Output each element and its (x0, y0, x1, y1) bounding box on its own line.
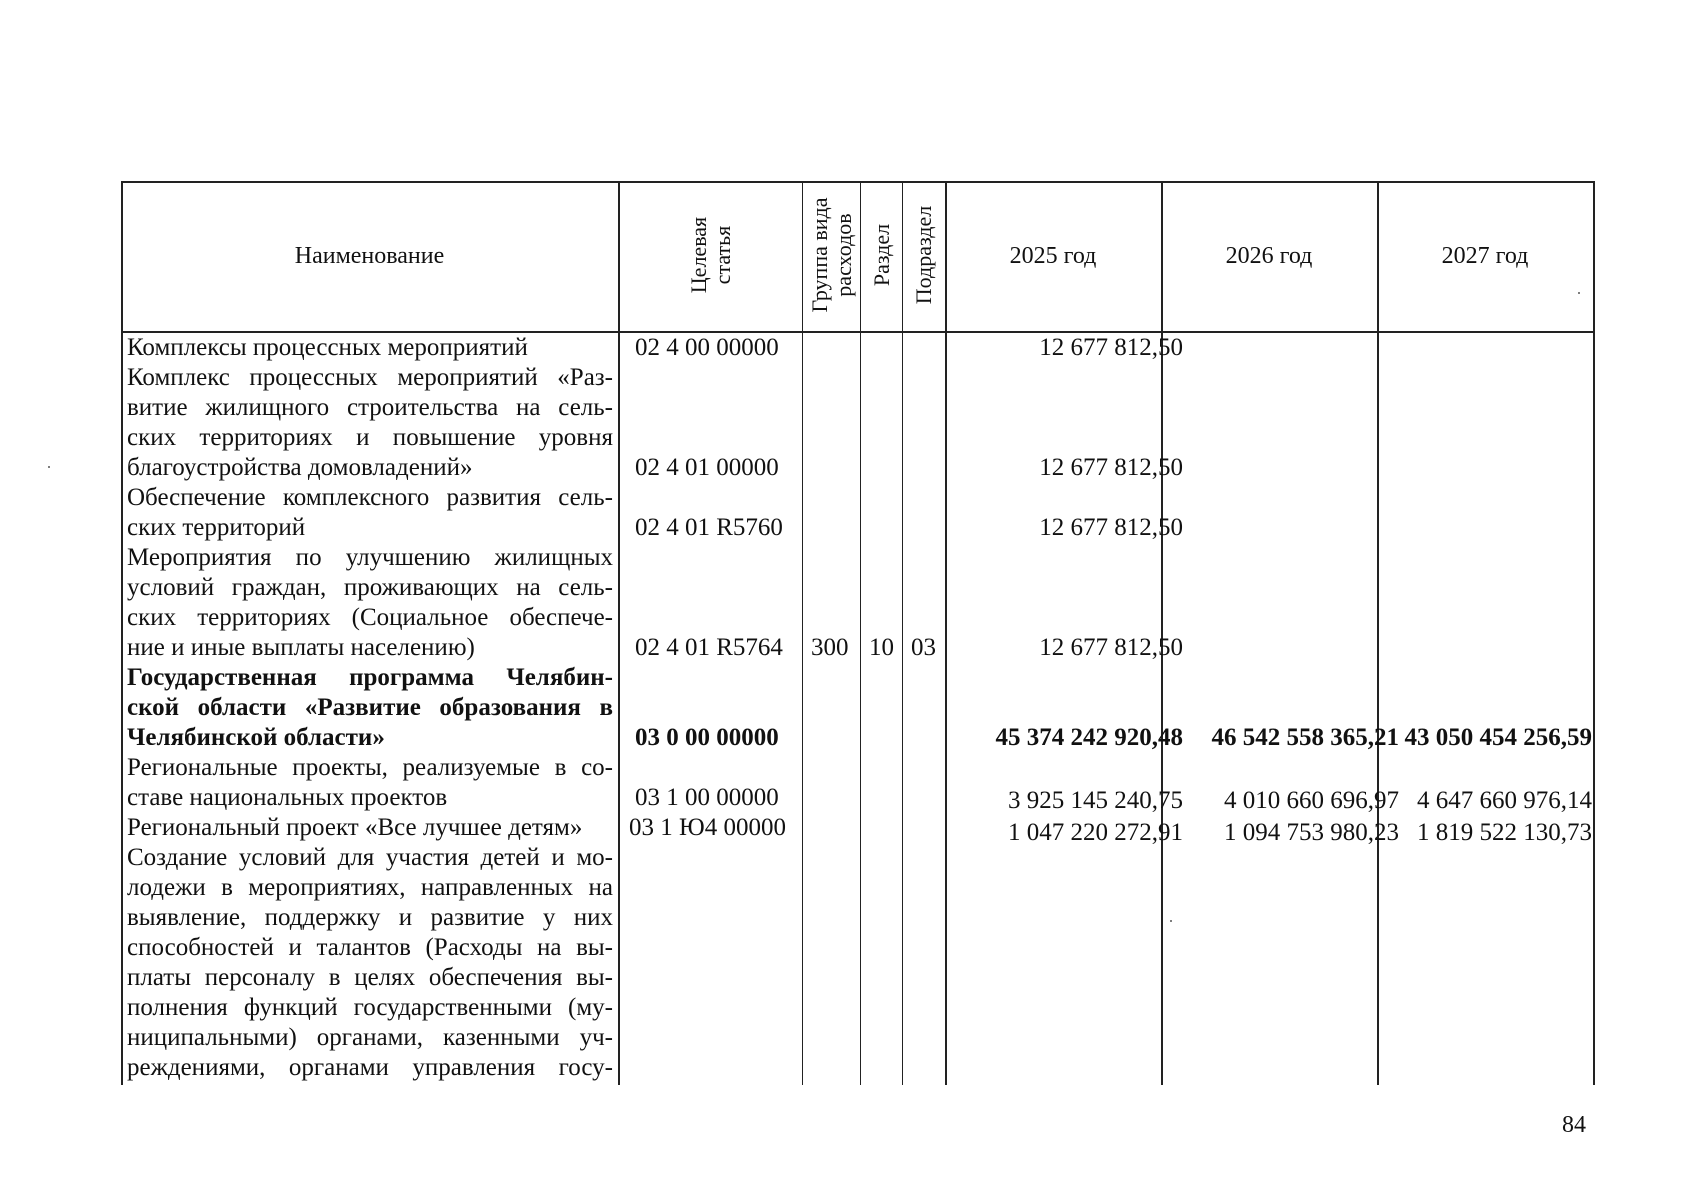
row-name: Государственная программа Челябин- ской области «Развитие образования в Челябинской области» (127, 664, 613, 751)
row-subsection: 03 (911, 634, 936, 661)
col-border (802, 181, 803, 1085)
scan-speck (48, 466, 50, 468)
budget-table (121, 181, 1594, 1085)
row-2026-value: 4 010 660 696,97 (1224, 787, 1399, 814)
header-subsection: Подраздел (911, 205, 936, 305)
header-section: Раздел (869, 223, 894, 287)
row-section: 10 (869, 634, 894, 661)
row-name: Обеспечение комплексного развития сель- ских территорий (127, 484, 613, 541)
row-expense-group: 300 (811, 634, 849, 661)
row-name: Комплекс процессных мероприятий «Раз- витие жилищного строительства на сель- ских территориях и повышение уровня благоустройства домовладений» (127, 364, 613, 481)
col-border (860, 181, 861, 1085)
row-2025-value: 1 047 220 272,91 (1008, 819, 1183, 846)
row-name: Создание условий для участия детей и мо- лодежи в мероприятиях, направленных на выявление, поддержку и развитие у них способностей и талантов (Расходы на вы- платы персоналу в целях обеспечения вы- полнения функций государственными (му- ниципальными) органами, казенными уч- реждениями, органами управления госу- (127, 844, 613, 1081)
row-2025-value: 12 677 812,50 (1039, 334, 1183, 361)
row-name: Комплексы процессных мероприятий (127, 334, 528, 361)
row-2025-value: 12 677 812,50 (1039, 634, 1183, 661)
row-name: Региональный проект «Все лучшее детям» (127, 814, 583, 841)
row-target-code: 02 4 01 00000 (635, 454, 779, 481)
row-2025-value: 12 677 812,50 (1039, 454, 1183, 481)
row-target-code: 02 4 00 00000 (635, 334, 779, 361)
row-2025-value: 12 677 812,50 (1039, 514, 1183, 541)
row-target-code: 03 1 Ю4 00000 (629, 814, 786, 841)
header-target-article: Целевая статья (686, 216, 735, 294)
row-2027-value: 43 050 454 256,59 (1404, 724, 1592, 751)
row-2027-value: 1 819 522 130,73 (1417, 819, 1592, 846)
header-2026: 2026 год (1225, 242, 1313, 269)
col-border (1593, 181, 1595, 1085)
col-border (618, 181, 620, 1085)
row-name: Мероприятия по улучшению жилищных условий граждан, проживающих на сель- ских территориях (Социальное обеспече- ние и иные выплаты населению) (127, 544, 613, 661)
row-target-code: 02 4 01 R5764 (635, 634, 783, 661)
row-target-code: 03 0 00 00000 (635, 724, 779, 751)
header-name: Наименование (294, 242, 445, 269)
row-target-code: 03 1 00 00000 (635, 784, 779, 811)
row-2025-value: 45 374 242 920,48 (995, 724, 1183, 751)
row-2026-value: 1 094 753 980,23 (1224, 819, 1399, 846)
row-2026-value: 46 542 558 365,21 (1211, 724, 1399, 751)
row-name: Региональные проекты, реализуемые в со- ставе национальных проектов (127, 754, 613, 811)
header-2025: 2025 год (1009, 242, 1097, 269)
header-expense-group: Группа вида расходов (807, 197, 856, 313)
row-target-code: 02 4 01 R5760 (635, 514, 783, 541)
col-border (902, 181, 903, 1085)
row-2025-value: 3 925 145 240,75 (1008, 787, 1183, 814)
page-number: 84 (1562, 1112, 1586, 1138)
header-2027: 2027 год (1441, 242, 1529, 269)
row-2027-value: 4 647 660 976,14 (1417, 787, 1592, 814)
